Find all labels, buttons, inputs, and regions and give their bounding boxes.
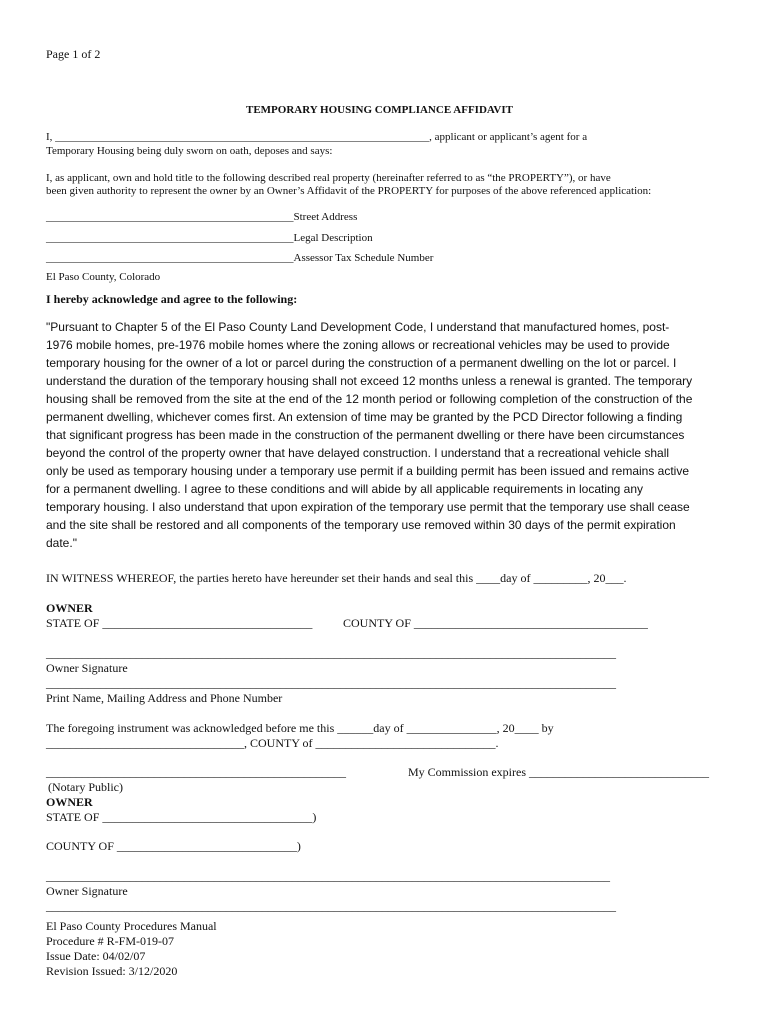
statement-line: date." (46, 536, 77, 550)
county-state-text: El Paso County, Colorado (46, 271, 161, 283)
acknowledged-line-1[interactable]: The foregoing instrument was acknowledged before me this ______day of _______________, 20____ by (46, 721, 554, 735)
footer-divider: _______________________________________________________________________________________________ (46, 899, 616, 913)
notary-signature-line[interactable]: __________________________________________________ (46, 765, 346, 779)
ownership-line-2: been given authority to represent the owner by an Owner’s Affidavit of the PROPERTY for purposes of the above referenced application: (46, 185, 652, 197)
print-name-line[interactable]: _______________________________________________________________________________________________ (46, 676, 616, 690)
acknowledge-heading: I hereby acknowledge and agree to the following: (46, 292, 298, 306)
statement-line: beyond the control of the property owner that have delayed construction. I understand that a recreational vehicle shall (46, 446, 670, 460)
tax-schedule-label: Assessor Tax Schedule Number (293, 252, 434, 264)
street-address-label: Street Address (293, 211, 358, 223)
compliance-statement (46, 318, 731, 552)
intro-line-1: I, ____________________________________________________________________, applicant or applicant’s agent for a (46, 131, 588, 143)
ownership-line-1: I, as applicant, own and hold title to the following described real property (hereinafter referred to as “the PROPERTY”), or have (46, 172, 611, 184)
footer-procedure: Procedure # R-FM-019-07 (46, 934, 174, 948)
notary-public-label: (Notary Public) (48, 780, 123, 794)
owner-heading: OWNER (46, 601, 93, 615)
notary-owner-heading: OWNER (46, 795, 93, 809)
legal-description-field[interactable] (46, 232, 373, 244)
statement-line: and the site shall be restored and all components of the temporary use removed within 30 days of the permit expiration (46, 518, 676, 532)
owner-signature-label-2: Owner Signature (46, 884, 128, 898)
legal-description-blank: _____________________________________________ (46, 232, 294, 244)
print-name-label: Print Name, Mailing Address and Phone Number (46, 691, 283, 705)
intro-line-2: Temporary Housing being duly sworn on oath, deposes and says: (46, 145, 333, 157)
page-number: Page 1 of 2 (46, 47, 101, 61)
street-address-blank: _____________________________________________ (46, 211, 294, 223)
owner-signature-line-2[interactable]: ______________________________________________________________________________________________ (46, 869, 610, 883)
statement-line: permanent dwelling, whichever comes first. An extension of time may be granted by the PCD Director following a finding (46, 410, 683, 424)
notary-county-of-field[interactable]: COUNTY OF ______________________________) (46, 839, 301, 853)
statement-line: only be used as temporary housing under a temporary use permit if a building permit has been issued and remains active (46, 464, 690, 478)
tax-schedule-field[interactable] (46, 252, 433, 264)
notary-state-of-field[interactable]: STATE OF ___________________________________) (46, 810, 317, 824)
owner-signature-line[interactable]: _______________________________________________________________________________________________ (46, 646, 616, 660)
statement-line: temporary housing. I also understand that upon expiration of the temporary use permit that the temporary use shall cease (46, 500, 690, 514)
street-address-field[interactable] (46, 211, 357, 223)
footer-revision: Revision Issued: 3/12/2020 (46, 964, 178, 978)
statement-line: for a permanent dwelling. I agree to these conditions and will abide by all applicable requirements in locating any (46, 482, 644, 496)
commission-expires-field[interactable]: My Commission expires ______________________________ (408, 765, 710, 779)
owner-signature-label: Owner Signature (46, 661, 128, 675)
footer-manual: El Paso County Procedures Manual (46, 919, 217, 933)
statement-line: that significant progress has been made in the construction of the permanent dwelling or there have been circumstances (46, 428, 685, 442)
legal-description-label: Legal Description (293, 232, 373, 244)
acknowledged-line-2[interactable]: _________________________________, COUNTY of ______________________________. (46, 736, 499, 750)
owner-state-of-field[interactable]: STATE OF ___________________________________ (46, 616, 313, 630)
statement-line: 1976 mobile homes, pre-1976 mobile homes where the zoning allows or recreational vehicles may be used to provide (46, 338, 670, 352)
statement-line: "Pursuant to Chapter 5 of the El Paso County Land Development Code, I understand that manufactured homes, post- (46, 320, 670, 334)
statement-line: housing shall be removed from the site at the end of the 12 month period or following completion of the construction of the (46, 392, 693, 406)
document-title: TEMPORARY HOUSING COMPLIANCE AFFIDAVIT (246, 104, 513, 116)
tax-schedule-blank: _____________________________________________ (46, 252, 294, 264)
footer-issue-date: Issue Date: 04/02/07 (46, 949, 146, 963)
statement-line: understand the duration of the temporary housing shall not exceed 12 months unless a renewal is granted. The temporary (46, 374, 693, 388)
statement-line: temporary housing for the owner of a lot or parcel during the construction of a permanent dwelling on the lot or parcel. I (46, 356, 677, 370)
owner-county-of-field[interactable]: COUNTY OF _______________________________________ (343, 616, 648, 630)
witness-line[interactable]: IN WITNESS WHEREOF, the parties hereto have hereunder set their hands and seal this ____day of _________, 20___. (46, 571, 627, 585)
